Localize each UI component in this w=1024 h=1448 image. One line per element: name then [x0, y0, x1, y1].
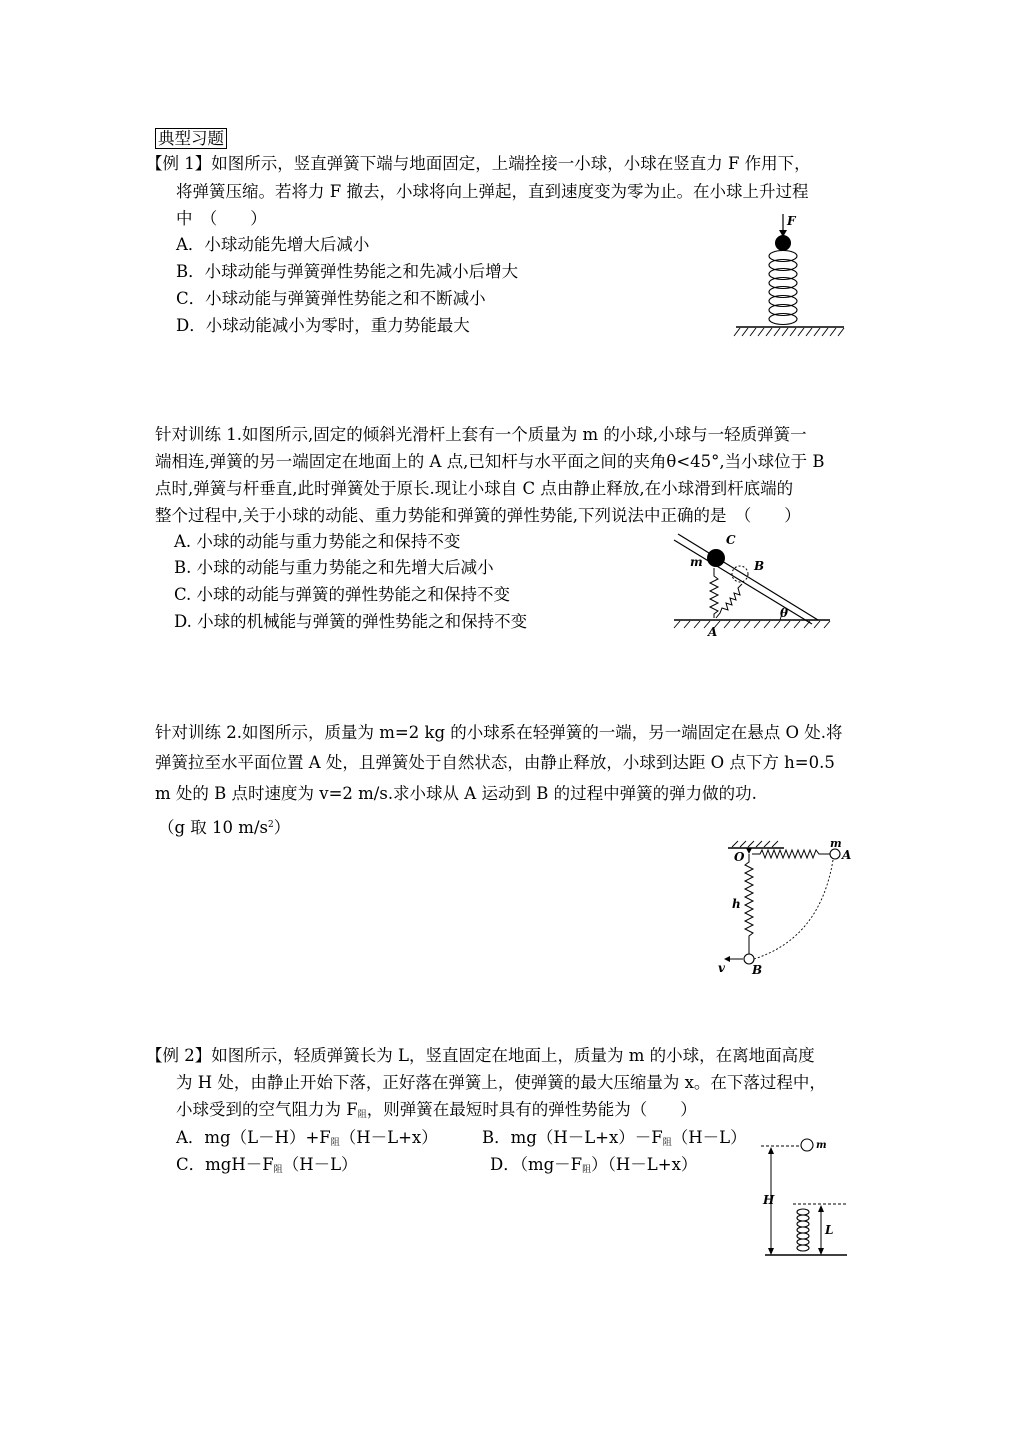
ex1-option-c: C．小球动能与弹簧弹性势能之和不断减小 [176, 289, 486, 308]
ex2-line-3-pre: 小球受到的空气阻力为 F [176, 1100, 358, 1119]
t2-line-3: m 处的 B 点时速度为 v=2 m/s.求小球从 A 运动到 B 的过程中弹簧的弹力做的功. [155, 784, 757, 803]
ex2-line-2: 为 H 处，由静止开始下落，正好落在弹簧上，使弹簧的最大压缩量为 x。在下落过程中， [176, 1073, 826, 1092]
t2-label-h: h [732, 897, 741, 911]
t2-label-m: m [830, 838, 842, 850]
ex1-line-1: 【例 1】如图所示，竖直弹簧下端与地面固定，上端拴接一小球，小球在竖直力 F 作用下， [146, 154, 811, 173]
ex2-line-1: 【例 2】如图所示，轻质弹簧长为 L，竖直固定在地面上，质量为 m 的小球，在离地面高度 [146, 1046, 815, 1065]
t1-option-a: A. 小球的动能与重力势能之和保持不变 [174, 532, 461, 551]
ex2-option-b-sub: 阻 [662, 1138, 672, 1148]
ex1-label-f: F [787, 214, 796, 228]
t1-label-theta: θ [780, 606, 789, 620]
t2-label-o: O [734, 850, 745, 864]
ex2-option-b-post: （H－L） [671, 1128, 747, 1147]
ex1-option-a: A．小球动能先增大后减小 [176, 235, 370, 254]
t2-label-a: A [842, 848, 852, 862]
ex2-option-a-post: （H－L+x） [339, 1128, 438, 1147]
ex2-option-d [490, 1154, 697, 1181]
t2-label-b: B [752, 963, 763, 977]
t1-option-d: D. 小球的机械能与弹簧的弹性势能之和保持不变 [174, 612, 528, 631]
ex1-option-b: B．小球动能与弹簧弹性势能之和先减小后增大 [176, 262, 519, 281]
ex2-line-3-sub: 阻 [357, 1110, 367, 1120]
t2-g-suffix: ） [273, 818, 291, 837]
ex1-spring-ball-diagram [730, 210, 850, 345]
ex2-label-m: m [816, 1140, 827, 1151]
t1-line-3: 点时,弹簧与杆垂直,此时弹簧处于原长.现让小球自 C 点由静止释放,在小球滑到杆底端的 [155, 479, 794, 498]
ex2-option-a-sub: 阻 [330, 1138, 340, 1148]
ex2-line-3 [176, 1099, 697, 1126]
ex1-line-2: 将弹簧压缩。若将力 F 撤去，小球将向上弹起，直到速度变为零为止。在小球上升过程 [176, 182, 809, 201]
ex2-option-a-pre: A．mg（L－H）+F [176, 1128, 331, 1147]
ex2-falling-ball-diagram [755, 1132, 855, 1262]
t1-line-2: 端相连,弹簧的另一端固定在地面上的 A 点,已知杆与水平面之间的夹角θ<45°,当小球位于 B [155, 452, 825, 471]
ex1-option-d: D．小球动能减小为零时，重力势能最大 [176, 316, 470, 335]
t2-label-v: v [718, 961, 725, 975]
ex2-option-d-sub: 阻 [582, 1165, 592, 1175]
ex2-option-c-pre: C．mgH－F [176, 1155, 274, 1174]
ex2-label-l: L [825, 1223, 834, 1237]
t1-incline-diagram [670, 528, 835, 643]
t1-line-4: 整个过程中,关于小球的动能、重力势能和弹簧的弹性势能,下列说法中正确的是 （ ） [155, 506, 801, 525]
ex2-option-b-pre: B．mg（H－L+x）－F [482, 1128, 663, 1147]
ex2-option-a [176, 1127, 438, 1154]
t2-g-prefix: （g 取 10 m/s [158, 818, 268, 837]
t1-option-b: B. 小球的动能与重力势能之和先增大后减小 [174, 558, 494, 577]
section-title-box: 典型习题 [155, 128, 227, 149]
t1-line-1: 针对训练 1.如图所示,固定的倾斜光滑杆上套有一个质量为 m 的小球,小球与一轻质弹簧一 [155, 425, 807, 444]
ex2-option-c-post: （H－L） [282, 1155, 358, 1174]
ex1-line-3: 中 （ ） [176, 209, 267, 228]
t1-label-a: A [708, 625, 718, 639]
ex2-line-3-post: ，则弹簧在最短时具有的弹性势能为（ ） [366, 1100, 697, 1119]
ex2-option-d-post: ）（H－L+x） [591, 1155, 698, 1174]
t2-pendulum-spring-diagram [712, 838, 872, 978]
t1-label-b: B [754, 559, 765, 573]
t2-g-note [158, 814, 290, 839]
t2-g-sup: 2 [267, 820, 274, 830]
ex2-option-c-sub: 阻 [273, 1165, 283, 1175]
ex2-label-h: H [763, 1193, 775, 1207]
ex2-option-b [482, 1127, 747, 1154]
section-title [155, 128, 227, 150]
t2-line-1: 针对训练 2.如图所示，质量为 m=2 kg 的小球系在轻弹簧的一端，另一端固定在悬点 O 处.将 [155, 723, 843, 742]
t1-option-c: C. 小球的动能与弹簧的弹性势能之和保持不变 [174, 585, 511, 604]
ex2-option-c [176, 1154, 358, 1181]
t2-line-2: 弹簧拉至水平面位置 A 处，且弹簧处于自然状态，由静止释放，小球到达距 O 点下方 h=0.5 [155, 753, 835, 772]
t1-label-m: m [690, 555, 703, 569]
ex2-option-d-pre: D．（mg－F [490, 1155, 583, 1174]
t1-label-c: C [726, 533, 736, 547]
